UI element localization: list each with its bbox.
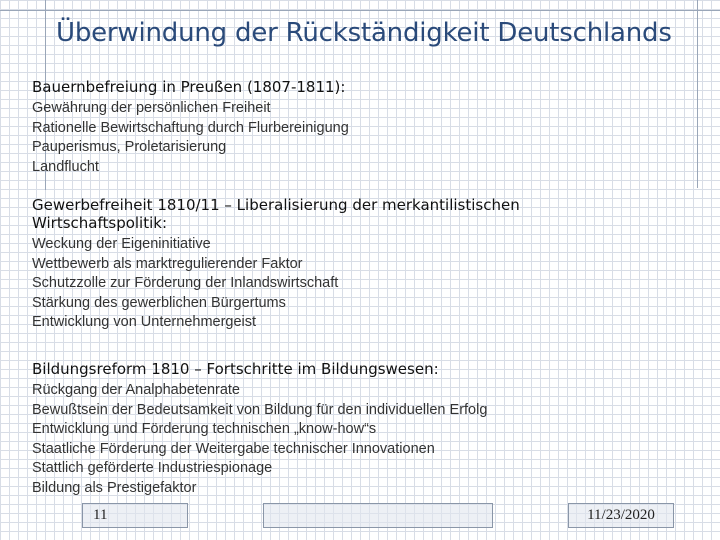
decorative-vertical-line-right — [697, 0, 698, 188]
list-item: Rationelle Bewirtschaftung durch Flurbereinigung — [32, 119, 349, 136]
slide-title: Überwindung der Rückständigkeit Deutschlands — [56, 18, 672, 48]
section-item-list — [32, 381, 632, 498]
section-heading: Bauernbefreiung in Preußen (1807-1811): — [32, 78, 346, 96]
section-heading-line-2: Wirtschaftspolitik: — [32, 214, 168, 232]
section-heading: Bildungsreform 1810 – Fortschritte im Bildungswesen: — [32, 360, 439, 378]
list-item: Stattlich geförderte Industriespionage — [32, 460, 273, 476]
list-item: Wettbewerb als marktregulierender Faktor — [32, 255, 303, 272]
footer-date — [568, 503, 674, 528]
decorative-horizontal-line — [0, 10, 720, 11]
section-gewerbefreiheit — [32, 196, 632, 333]
list-item: Stärkung des gewerblichen Bürgertums — [32, 294, 286, 311]
section-bauernbefreiung — [32, 78, 632, 177]
footer-center-bar — [263, 503, 493, 528]
list-item: Rückgang der Analphabetenrate — [32, 382, 240, 398]
list-item: Pauperismus, Proletarisierung — [32, 139, 227, 155]
section-item-list — [32, 235, 632, 333]
footer-page-number — [82, 503, 188, 528]
list-item: Gewährung der persönlichen Freiheit — [32, 100, 271, 116]
list-item: Entwicklung von Unternehmergeist — [32, 314, 257, 330]
list-item: Entwicklung und Förderung technischen „know-how“s — [32, 421, 377, 437]
list-item: Weckung der Eigeninitiative — [32, 236, 211, 252]
list-item: Bewußtsein der Bedeutsamkeit von Bildung für den individuellen Erfolg — [32, 401, 488, 418]
section-item-list — [32, 99, 632, 177]
list-item: Bildung als Prestigefaktor — [32, 479, 197, 496]
page-number: 11 — [93, 507, 108, 523]
list-item: Staatliche Förderung der Weitergabe technischer Innovationen — [32, 440, 435, 457]
section-heading-line-1: Gewerbefreiheit 1810/11 – Liberalisierung der merkantilistischen — [32, 196, 520, 214]
list-item: Schutzzolle zur Förderung der Inlandswirtschaft — [32, 275, 339, 291]
list-item: Landflucht — [32, 158, 99, 175]
section-bildungsreform — [32, 360, 632, 498]
slide-date: 11/23/2020 — [587, 507, 655, 523]
